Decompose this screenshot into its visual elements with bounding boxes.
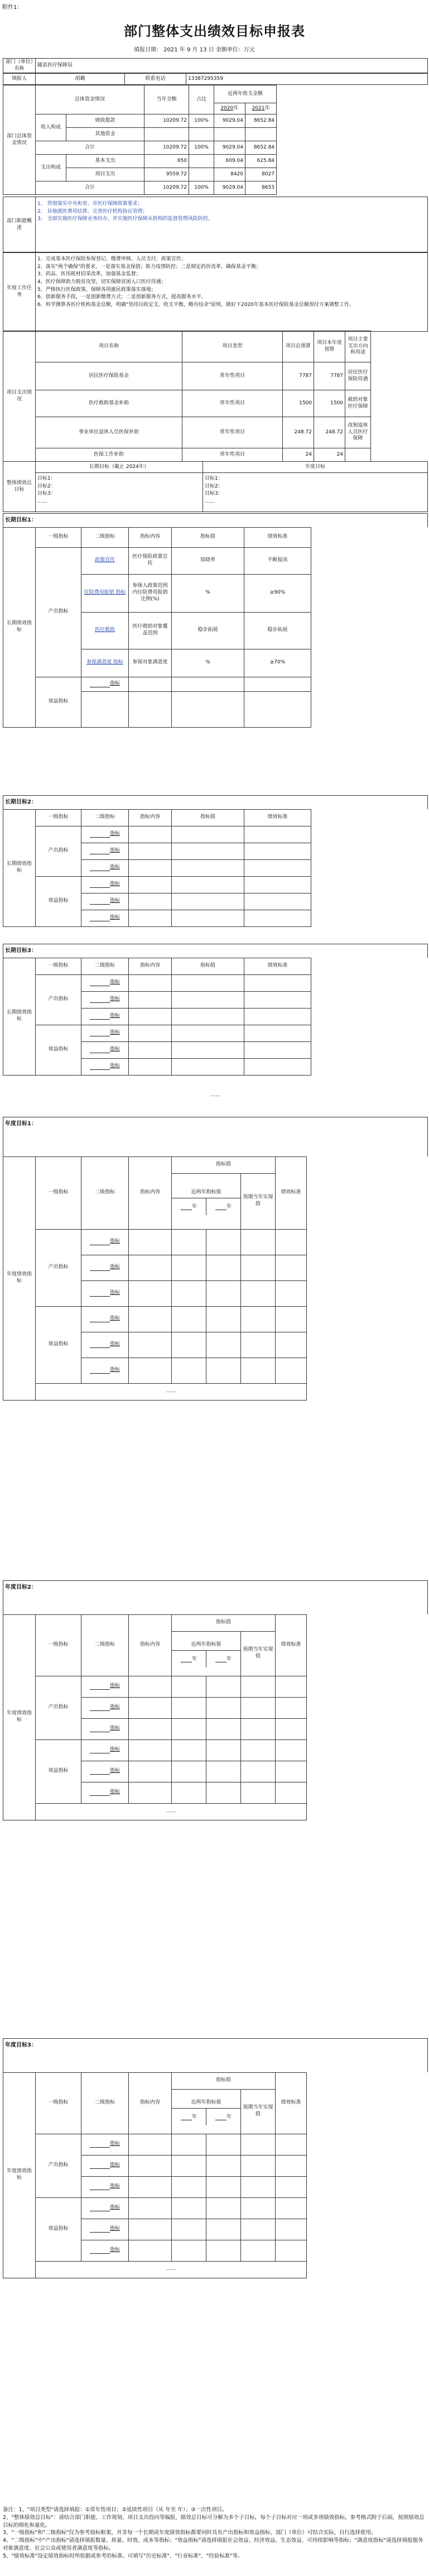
long2-block [3,795,428,927]
project-use: 改制退休人员医疗保障 [345,417,371,448]
year-suffix: 年 [191,2114,197,2120]
finance-recent-header: 近两年收支金额 [214,85,277,103]
value-header: 指标值 [172,1156,276,1173]
task-item: 6、创新服务手段，一是创新缴费方式；二是创新服务方式，提高服务水平。 [37,294,206,300]
indicator-label: 指标 [109,2183,120,2190]
duties-label: 部门职能概述 [3,197,36,253]
finance-amount: 10209.72 [144,141,189,155]
year-indicators-label: 年度绩效指标 [3,1156,36,1400]
task-item: 3、药品、医用耗材招采改革，加强基金监督； [37,271,141,278]
indicator-label: 指标 [109,1239,120,1245]
note-item: 4、"二级指标"中"产出指标"请选择填报数量、质量、时效、成本等指标；"效益指标"请选择填报社会效益、经济效益、生态效益、可持续影响等指标；"满意度指标"请选择填报服务对象满意度、社会公众或使用者满意度等指标。 [3,2537,423,2551]
projects-label: 项目支出情况 [3,331,36,462]
l2-header: 二级指标 [81,1156,129,1229]
note-item: 3、"一级指标"和"二级指标"仅为参考指标框架，并非每一个长期或年度绩效指标都要同时具有产出指标和效益指标，部门（单位）可结合实际，自行选择使用。 [3,2530,377,2536]
l3-header: 指标内容 [129,527,172,547]
indicator-label: 指标 [109,1046,120,1053]
long3-title: 长期目标3： [3,944,428,958]
projects-block [3,331,428,462]
indicator-label: 指标 [109,1789,120,1795]
indicator-label: 指标 [109,881,120,887]
indicator-label: 指标 [109,898,120,904]
output-indicator-label: 产出指标 [36,2134,81,2197]
finance-block [3,85,428,195]
indicator-label: 指标 [109,1316,120,1322]
project-budget-header: 项目总预算 [283,331,314,362]
indicator-label: 指标 [109,979,120,986]
l3-header: 指标内容 [129,958,172,974]
forecast-header: 预期当年实现值 [241,2089,276,2134]
long-goal-1-block [3,513,428,728]
more-row: …… [36,2261,307,2278]
l2-header: 二级指标 [81,958,129,974]
finance-pct: 100% [189,141,214,155]
project-name: 医保工作补助 [36,448,182,462]
dept-value: 随县医疗保障局 [36,59,428,73]
indicator-label: 指标 [109,1683,120,1689]
goal-item: 目标2： [37,483,56,489]
finance-total-label: 合计 [36,181,144,195]
indicator-label: 指标 [109,1704,120,1710]
more-row: …… [36,1383,307,1400]
standard-header: 绩效标准 [276,2072,307,2134]
indicator-label: 指标 [109,2226,120,2232]
year-indicators-label: 年度绩效指标 [3,1614,36,1820]
l2-header: 二级指标 [81,527,129,547]
header-block [3,58,428,85]
indicator-label: 指标 [109,1341,120,1347]
l3-header: 指标内容 [129,1614,172,1676]
income-label: 收入构成 [36,114,66,141]
indicator-value: % [172,574,244,612]
benefit-indicator-label: 效益指标 [36,876,81,926]
project-budget: 24 [283,448,314,462]
long-indicators-label: 长期绩效指标 [3,527,36,727]
attachment-label: 附件1： [2,4,23,11]
finance-row-label: 财政拨款 [66,114,144,128]
indicator-value: 知晓率 [172,547,244,574]
overall-label: 整体绩效总目标 [3,462,36,512]
indicator-label: 指标 [109,1747,120,1753]
finance-2020: 9029.04 [214,114,245,128]
duty-item: 3、 全面实施医疗保障业务经办，并实施医疗保障从机构的监督管理风险防控。 [37,216,213,222]
dept-label: 部门（单位）名称 [3,59,36,73]
filler-value: 胡璐 [36,74,125,85]
standard-header: 绩效标准 [244,958,311,974]
year-goal-2-block [3,1580,428,1820]
project-type: 常年性项目 [182,390,283,417]
indicator-label: 指标 [109,1726,120,1732]
indicator-standard: 不断提高 [244,547,311,574]
l1-header: 一级指标 [36,958,81,974]
project-year-budget: 248.72 [314,417,345,448]
indicator-content: 参保人政策范围内住院费用报销比例(%) [129,574,172,612]
l2-item: 住院费用报销 指标 [84,590,126,596]
finance-2020: 609.04 [214,155,245,168]
finance-2021: 8653 [245,181,277,195]
finance-total-header: 总体资金情况 [36,85,144,114]
note-item: 2、"整体绩效总目标"：请结合部门职能、工作规划、项目支出投向等编报，绩效总目标可分解为多个子目标，每个子目标对应一项或多项绩效指标，参考格式附于后面，按照绩效总目标的细化和量化。 [3,2514,425,2529]
annual-label: 年度工作任务 [3,252,36,332]
goal-item: 目标3： [205,491,223,497]
indicator-content: 医疗救助对象覆盖范围 [129,612,172,649]
project-budget: 1500 [283,390,314,417]
project-use: 居民医疗保险待遇 [345,362,371,390]
goal-item: …… [205,499,215,505]
finance-row-label: 项目支出 [66,168,144,181]
indicator-label: 指标 [109,1264,120,1270]
duties-block [3,197,428,253]
year-goal-3-block [3,2038,428,2278]
l3-header: 指标内容 [129,809,172,826]
indicator-label: 指标 [109,1013,120,1019]
project-content-header: 项目主要支出方向和用途 [345,331,371,362]
indicator-content: 参保对象满意度 [129,649,172,677]
notes-block [3,2506,427,2560]
indicator-label: 指标 [109,1290,120,1296]
finance-2021: 8652.84 [245,114,277,128]
benefit-indicator-label: 效益指标 [36,1025,81,1075]
goal-item: …… [37,499,47,505]
finance-section-label: 部门总体资金情况 [3,85,36,195]
l2-item: 参保满意度 指标 [86,659,123,666]
indicator-label: 指标 [109,681,120,687]
standard-header: 绩效标准 [244,527,311,547]
task-item: 5、严格执行医保政策，保障各项惠民政策落实落地； [37,286,156,293]
long-goal-1-title: 长期目标1： [3,514,428,527]
standard-header: 绩效标准 [276,1614,307,1676]
note-item: 备注：1、"项目类型"请选择填报：①常年性项目；②延续性项目（从 年至 年）；③一次性项目。 [3,2507,228,2513]
project-name: 事业单位退休人员医保补助 [36,417,182,448]
finance-row-label: 基本支出 [66,155,144,168]
finance-2021: 8027 [245,168,277,181]
indicator-standard: ≥90% [244,574,311,612]
project-name: 医疗救助基金补助 [36,390,182,417]
output-indicator-label: 产出指标 [36,974,81,1025]
finance-2020: 9029.04 [214,141,245,155]
l3-header: 指标内容 [129,1156,172,1229]
finance-amount: 10209.72 [144,181,189,195]
more-row: …… [36,1803,307,1820]
project-use: 救助对象医疗保障 [345,390,371,417]
project-type: 常年性项目 [182,362,283,390]
finance-row-label: 其他资金 [66,128,144,141]
long2-title: 长期目标2： [3,796,428,809]
fill-date: 填报日期： 2021 年 9 月 13 日 金额单位：万元 [134,47,255,53]
indicator-standard: 稳步拓展 [244,612,311,649]
forecast-header: 预期当年实现值 [241,1173,276,1229]
page-title: 部门整体支出绩效目标申报表 [124,23,305,39]
l3-header: 指标内容 [129,2072,172,2134]
output-indicator-label: 产出指标 [36,1676,81,1739]
benefit-indicator-label: 效益指标 [36,1306,81,1383]
year-goal-1-block [3,1117,428,1401]
value-header: 指标值 [172,1614,276,1631]
l2-item: 医疗救助 [94,627,115,633]
l1-header: 一级指标 [36,809,81,826]
finance-subtotal-label: 合计 [36,141,144,155]
value-header: 指标值 [172,2072,276,2089]
overall-goals-block [3,461,428,512]
finance-amount: 10209.72 [144,114,189,128]
year-suffix: 年 [226,2114,232,2120]
project-year-budget: 24 [314,448,345,462]
finance-2021: 8652.84 [245,141,277,155]
phone-value: 13387295359 [186,74,428,85]
finance-2020: 9029.04 [214,181,245,195]
indicator-label: 指标 [109,2247,120,2253]
duty-item: 1、 贯彻落实中央和省、市医疗保障政策要求； [37,201,143,207]
standard-header: 绩效标准 [276,1156,307,1229]
goal-item: 目标1： [205,476,223,481]
standard-header: 绩效标准 [244,809,311,826]
year-suffix: 年 [226,1656,232,1662]
forecast-header: 预期当年实现值 [241,1631,276,1676]
benefit-indicator-label: 效益指标 [36,1739,81,1803]
project-budget: 248.72 [283,417,314,448]
l1-header: 一级指标 [36,2072,81,2134]
recent-values-header: 近两年指标值 [172,1187,240,1199]
indicator-content: 医疗保险政策宣传 [129,547,172,574]
long-indicators-label: 长期绩效指标 [3,958,36,1075]
finance-2021: 625.84 [245,155,277,168]
recent-values-header: 近两年指标值 [172,1640,240,1651]
benefit-indicator-label: 效益指标 [36,677,81,727]
indicator-standard: ≥70% [244,649,311,677]
indicator-label: 指标 [109,1367,120,1373]
long-indicators-label: 长期绩效指标 [3,809,36,926]
year-goal-header: 年度目标 [203,462,428,473]
value-header: 指标值 [172,809,244,826]
task-item: 1、完成基本医疗保险参保登记、缴费审核、人员支付、政策宣传； [37,256,186,262]
finance-ratio-header: 占比 [189,85,214,114]
project-budget: 7787 [283,362,314,390]
year-goal-title: 年度目标3： [3,2039,428,2072]
project-year-header: 项目本年度预算 [314,331,345,362]
finance-amount: 9559.72 [144,168,189,181]
indicator-label: 指标 [109,1063,120,1069]
value-header: 指标值 [172,527,244,547]
finance-amount: 650 [144,155,189,168]
l2-header: 二级指标 [81,2072,129,2134]
l1-header: 一级指标 [36,527,81,547]
task-item: 6、科学测算各医疗机构基金总额，明确"坚持以收定支、收支平衡，略有结余"原则，做好下2020年基本医疗保险基金总额预付方案调整工作。 [37,302,354,308]
recent-values-header: 近两年指标值 [172,2097,240,2109]
note-item: 5、"绩效标准"设定绩效指标时所依据或参考的标准。可填写"历史标准"、"行业标准"、"经验标准"等。 [3,2553,243,2559]
project-year-budget: 7787 [314,362,345,390]
year-suffix: 年 [264,105,270,111]
project-name-header: 项目名称 [36,331,182,362]
finance-year-total-header: 当年全额 [144,85,189,114]
benefit-indicator-label: 效益指标 [36,2197,81,2261]
year-2020: 2020 [220,105,234,111]
project-type: 常年性项目 [182,417,283,448]
indicator-label: 指标 [109,2141,120,2147]
long3-block [3,944,428,1076]
year-suffix: 年 [191,1203,197,1210]
goal-item: 目标1： [37,476,56,481]
output-indicator-label: 产出指标 [36,547,81,677]
indicator-label: 指标 [109,848,120,854]
l1-header: 一级指标 [36,1156,81,1229]
year-goal-title: 年度目标2： [3,1581,428,1614]
indicator-label: 指标 [109,2162,120,2168]
year-2021: 2021 [252,105,265,111]
output-indicator-label: 产出指标 [36,1229,81,1306]
duty-item: 2、 异地就医费用结算，完善医疗机构协议管理； [37,208,148,214]
filler-label: 填报人 [3,74,36,85]
l2-header: 二级指标 [81,809,129,826]
long-goal-header: 长期目标（截止 2024年） [36,462,203,473]
expense-label: 支出构成 [36,155,66,181]
task-item: 2、落实"两个确保"的要求，一是落实基金保值；助力疫情防控；二是制定药价改革，确保基金平衡； [37,264,262,270]
year-suffix: 年 [191,1656,197,1662]
indicator-label: 指标 [109,2205,120,2211]
year-suffix: 年 [226,1203,232,1210]
project-name: 居民医疗保险基金 [36,362,182,390]
indicator-label: 指标 [109,864,120,871]
task-item: 4、医疗保障助力脱贫攻坚，切实保障贫困人口医疗待遇； [37,279,166,285]
annual-tasks-block [3,252,428,332]
project-year-budget: 1500 [314,390,345,417]
l2-item: 政策宣传 [94,557,115,563]
indicator-label: 指标 [109,831,120,837]
finance-pct: 100% [189,181,214,195]
l1-header: 一级指标 [36,1614,81,1676]
finance-pct: 100% [189,114,214,128]
indicator-value: 稳步拓展 [172,612,244,649]
indicator-value: % [172,649,244,677]
year-indicators-label: 年度绩效指标 [3,2072,36,2278]
finance-2020: 8420 [214,168,245,181]
indicator-label: 指标 [109,1768,120,1774]
project-type-header: 项目类型 [182,331,283,362]
indicator-label: 指标 [109,996,120,1002]
l2-header: 二级指标 [81,1614,129,1676]
phone-label: 联系电话 [125,74,186,85]
value-header: 指标值 [172,958,244,974]
project-type: 常年性项目 [182,448,283,462]
long-more: …… [210,1092,220,1098]
indicator-label: 指标 [109,1030,120,1036]
goal-item: 目标3： [37,491,56,497]
year-suffix: 年 [233,105,239,111]
output-indicator-label: 产出指标 [36,826,81,876]
goal-item: 目标2： [205,483,223,489]
indicator-label: 指标 [109,915,120,921]
year-goal-title: 年度目标1： [3,1117,428,1156]
